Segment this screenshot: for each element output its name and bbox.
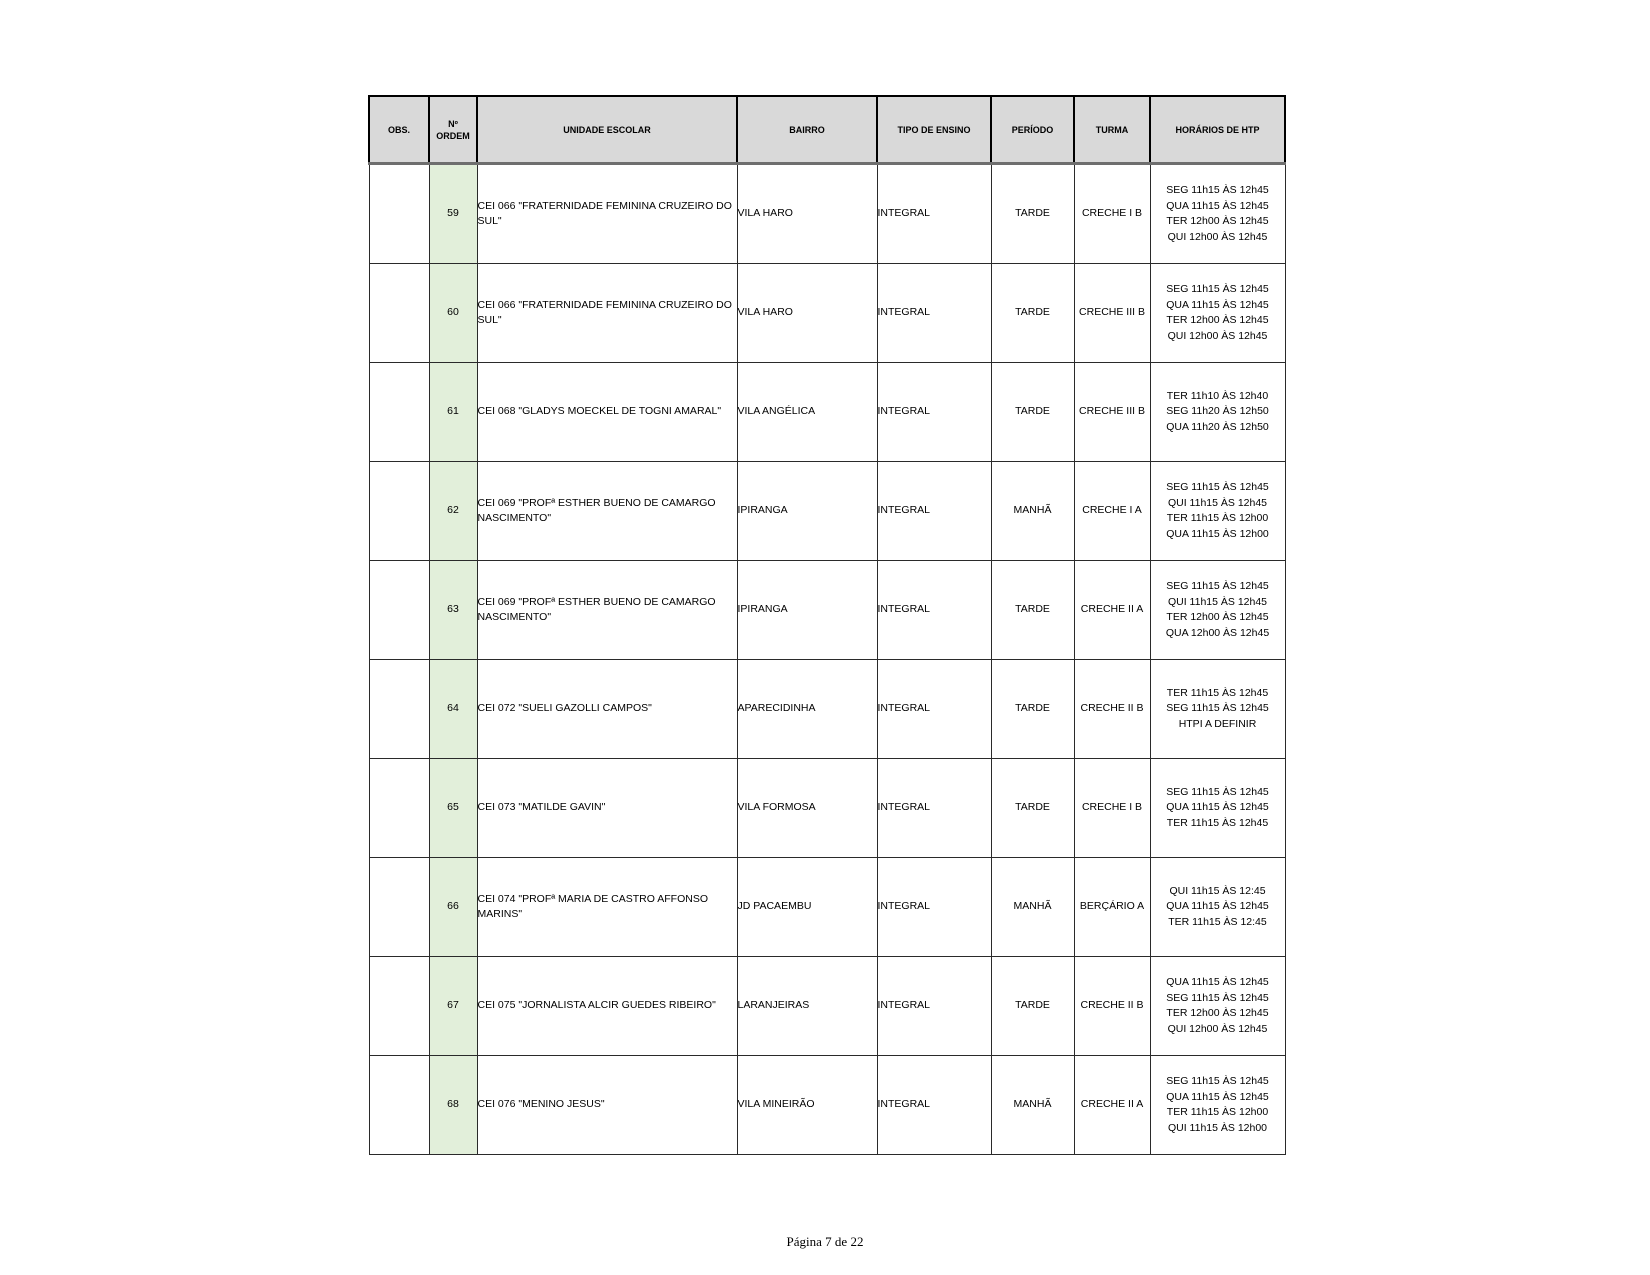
order-number-cell: 59	[429, 164, 477, 264]
obs-cell	[369, 1056, 429, 1155]
htp-schedule-line: QUA 11h20 ÀS 12h50	[1166, 420, 1269, 433]
htp-schedule-line: QUI 12h00 ÀS 12h45	[1167, 329, 1268, 342]
header-teaching-type: TIPO DE ENSINO	[877, 96, 991, 164]
htp-schedule-line: HTPI A DEFINIR	[1178, 717, 1257, 730]
header-row	[369, 96, 1285, 164]
period-cell: TARDE	[991, 363, 1074, 462]
header-order-number	[429, 96, 477, 164]
table-row	[369, 1056, 1285, 1155]
htp-schedule-line: SEG 11h15 ÀS 12h45	[1166, 785, 1269, 798]
class-cell: CRECHE I B	[1074, 164, 1150, 264]
header-school-unit: UNIDADE ESCOLAR	[477, 96, 737, 164]
htp-schedule-line: TER 12h00 ÀS 12h45	[1166, 314, 1269, 326]
htp-schedule-cell	[1150, 264, 1285, 363]
teaching-type-cell: INTEGRAL	[877, 164, 991, 264]
school-unit-cell: CEI 069 "PROFª ESTHER BUENO DE CAMARGO NASCIMENTO"	[477, 561, 737, 660]
htp-schedule-cell	[1150, 561, 1285, 660]
period-cell: TARDE	[991, 164, 1074, 264]
school-unit-cell: CEI 076 "MENINO JESUS"	[477, 1056, 737, 1155]
order-number-cell: 68	[429, 1056, 477, 1155]
obs-cell	[369, 858, 429, 957]
table-row	[369, 759, 1285, 858]
table-row	[369, 660, 1285, 759]
neighborhood-cell: VILA FORMOSA	[737, 759, 877, 858]
htp-schedule-line: TER 12h00 ÀS 12h45	[1166, 1007, 1269, 1019]
neighborhood-cell: VILA ANGÉLICA	[737, 363, 877, 462]
table-row	[369, 858, 1285, 957]
class-cell: CRECHE II B	[1074, 957, 1150, 1056]
period-cell: MANHÃ	[991, 462, 1074, 561]
neighborhood-cell: JD PACAEMBU	[737, 858, 877, 957]
obs-cell	[369, 660, 429, 759]
table-row	[369, 957, 1285, 1056]
htp-schedule-line: TER 12h00 ÀS 12h45	[1166, 215, 1269, 227]
htp-schedule-line: QUI 12h00 ÀS 12h45	[1167, 230, 1268, 243]
obs-cell	[369, 363, 429, 462]
table-body	[369, 164, 1285, 1155]
class-cell: CRECHE III B	[1074, 264, 1150, 363]
class-cell: CRECHE II B	[1074, 660, 1150, 759]
teaching-type-cell: INTEGRAL	[877, 363, 991, 462]
order-number-cell: 63	[429, 561, 477, 660]
obs-cell	[369, 462, 429, 561]
order-number-cell: 62	[429, 462, 477, 561]
htp-schedule-line: QUI 12h00 ÀS 12h45	[1167, 1022, 1268, 1035]
school-unit-cell: CEI 075 "JORNALISTA ALCIR GUEDES RIBEIRO"	[477, 957, 737, 1056]
period-cell: TARDE	[991, 264, 1074, 363]
teaching-type-cell: INTEGRAL	[877, 561, 991, 660]
obs-cell	[369, 164, 429, 264]
obs-cell	[369, 561, 429, 660]
htp-schedule-line: QUI 11h15 ÀS 12h00	[1167, 1121, 1268, 1134]
htp-schedule-line: QUI 11h15 ÀS 12h45	[1167, 496, 1268, 509]
teaching-type-cell: INTEGRAL	[877, 759, 991, 858]
period-cell: MANHÃ	[991, 1056, 1074, 1155]
htp-schedule-line: SEG 11h15 ÀS 12h45	[1166, 702, 1269, 715]
table-row	[369, 561, 1285, 660]
teaching-type-cell: INTEGRAL	[877, 462, 991, 561]
order-number-cell: 65	[429, 759, 477, 858]
order-number-cell: 61	[429, 363, 477, 462]
htp-schedule-cell	[1150, 462, 1285, 561]
neighborhood-cell: LARANJEIRAS	[737, 957, 877, 1056]
school-unit-cell: CEI 073 "MATILDE GAVIN"	[477, 759, 737, 858]
htp-schedule-table	[368, 95, 1286, 1155]
school-unit-cell: CEI 072 "SUELI GAZOLLI CAMPOS"	[477, 660, 737, 759]
htp-schedule-line: QUA 11h15 ÀS 12h45	[1166, 1090, 1269, 1103]
htp-schedule-cell	[1150, 1056, 1285, 1155]
htp-schedule-line: QUA 11h15 ÀS 12h45	[1166, 976, 1269, 988]
table-header	[369, 96, 1285, 164]
school-unit-cell: CEI 066 "FRATERNIDADE FEMININA CRUZEIRO DO SUL"	[477, 164, 737, 264]
htp-schedule-line: QUA 11h15 ÀS 12h00	[1166, 527, 1269, 540]
htp-schedule-line: QUI 11h15 ÀS 12h45	[1167, 595, 1268, 608]
period-cell: MANHÃ	[991, 858, 1074, 957]
htp-schedule-line: TER 11h15 ÀS 12h00	[1166, 512, 1269, 524]
htp-schedule-line: SEG 11h15 ÀS 12h45	[1166, 184, 1269, 196]
header-neighborhood: BAIRRO	[737, 96, 877, 164]
neighborhood-cell: VILA HARO	[737, 264, 877, 363]
class-cell: CRECHE I B	[1074, 759, 1150, 858]
htp-schedule-line: QUA 11h15 ÀS 12h45	[1166, 298, 1269, 311]
htp-schedule-cell	[1150, 858, 1285, 957]
htp-schedule-line: TER 12h00 ÀS 12h45	[1166, 611, 1269, 623]
class-cell: BERÇÁRIO A	[1074, 858, 1150, 957]
htp-schedule-line: SEG 11h15 ÀS 12h45	[1166, 1075, 1269, 1087]
order-number-cell: 67	[429, 957, 477, 1056]
order-number-cell: 60	[429, 264, 477, 363]
period-cell: TARDE	[991, 759, 1074, 858]
class-cell: CRECHE II A	[1074, 561, 1150, 660]
htp-schedule-line: TER 11h15 ÀS 12:45	[1168, 915, 1267, 928]
header-period: PERÍODO	[991, 96, 1074, 164]
htp-schedule-line: QUA 11h15 ÀS 12h45	[1166, 801, 1269, 814]
obs-cell	[369, 957, 429, 1056]
school-unit-cell: CEI 074 "PROFª MARIA DE CASTRO AFFONSO MARINS"	[477, 858, 737, 957]
class-cell: CRECHE II A	[1074, 1056, 1150, 1155]
htp-schedule-cell	[1150, 164, 1285, 264]
teaching-type-cell: INTEGRAL	[877, 264, 991, 363]
header-order-line2: ORDEM	[436, 130, 470, 141]
neighborhood-cell: IPIRANGA	[737, 462, 877, 561]
class-cell: CRECHE I A	[1074, 462, 1150, 561]
class-cell: CRECHE III B	[1074, 363, 1150, 462]
htp-schedule-line: TER 11h15 ÀS 12h45	[1166, 816, 1269, 829]
table-row	[369, 264, 1285, 363]
header-obs: OBS.	[369, 96, 429, 164]
htp-schedule-line: TER 11h15 ÀS 12h00	[1166, 1106, 1269, 1118]
header-htp-schedule: HORÁRIOS DE HTP	[1150, 96, 1285, 164]
htp-schedule-line: QUA 11h15 ÀS 12h45	[1166, 199, 1269, 212]
period-cell: TARDE	[991, 660, 1074, 759]
obs-cell	[369, 759, 429, 858]
htp-schedule-cell	[1150, 957, 1285, 1056]
period-cell: TARDE	[991, 957, 1074, 1056]
htp-schedule-line: TER 11h15 ÀS 12h45	[1166, 686, 1269, 699]
page-number: Página 7 de 22	[786, 1234, 864, 1249]
neighborhood-cell: VILA HARO	[737, 164, 877, 264]
table-row	[369, 462, 1285, 561]
htp-schedule-line: SEG 11h15 ÀS 12h45	[1166, 481, 1269, 493]
htp-schedule-line: SEG 11h15 ÀS 12h45	[1166, 580, 1269, 592]
htp-schedule-line: SEG 11h15 ÀS 12h45	[1166, 283, 1269, 295]
htp-schedule-line: SEG 11h15 ÀS 12h45	[1166, 991, 1269, 1004]
neighborhood-cell: APARECIDINHA	[737, 660, 877, 759]
htp-schedule-line: SEG 11h20 ÀS 12h50	[1166, 405, 1269, 418]
school-unit-cell: CEI 068 "GLADYS MOECKEL DE TOGNI AMARAL"	[477, 363, 737, 462]
htp-schedule-cell	[1150, 363, 1285, 462]
school-unit-cell: CEI 069 "PROFª ESTHER BUENO DE CAMARGO NASCIMENTO"	[477, 462, 737, 561]
htp-schedule-cell	[1150, 759, 1285, 858]
period-cell: TARDE	[991, 561, 1074, 660]
header-class: TURMA	[1074, 96, 1150, 164]
htp-schedule-line: QUA 12h00 ÀS 12h45	[1165, 626, 1270, 639]
neighborhood-cell: IPIRANGA	[737, 561, 877, 660]
htp-schedule-cell	[1150, 660, 1285, 759]
neighborhood-cell: VILA MINEIRÃO	[737, 1056, 877, 1155]
htp-schedule-line: QUA 11h15 ÀS 12h45	[1166, 900, 1269, 913]
order-number-cell: 64	[429, 660, 477, 759]
obs-cell	[369, 264, 429, 363]
school-unit-cell: CEI 066 "FRATERNIDADE FEMININA CRUZEIRO DO SUL"	[477, 264, 737, 363]
teaching-type-cell: INTEGRAL	[877, 1056, 991, 1155]
teaching-type-cell: INTEGRAL	[877, 957, 991, 1056]
teaching-type-cell: INTEGRAL	[877, 858, 991, 957]
table-row	[369, 164, 1285, 264]
htp-schedule-line: QUI 11h15 ÀS 12:45	[1169, 884, 1266, 897]
teaching-type-cell: INTEGRAL	[877, 660, 991, 759]
order-number-cell: 66	[429, 858, 477, 957]
header-order-line1: Nº	[448, 118, 458, 129]
table-row	[369, 363, 1285, 462]
htp-schedule-line: TER 11h10 ÀS 12h40	[1166, 389, 1269, 402]
